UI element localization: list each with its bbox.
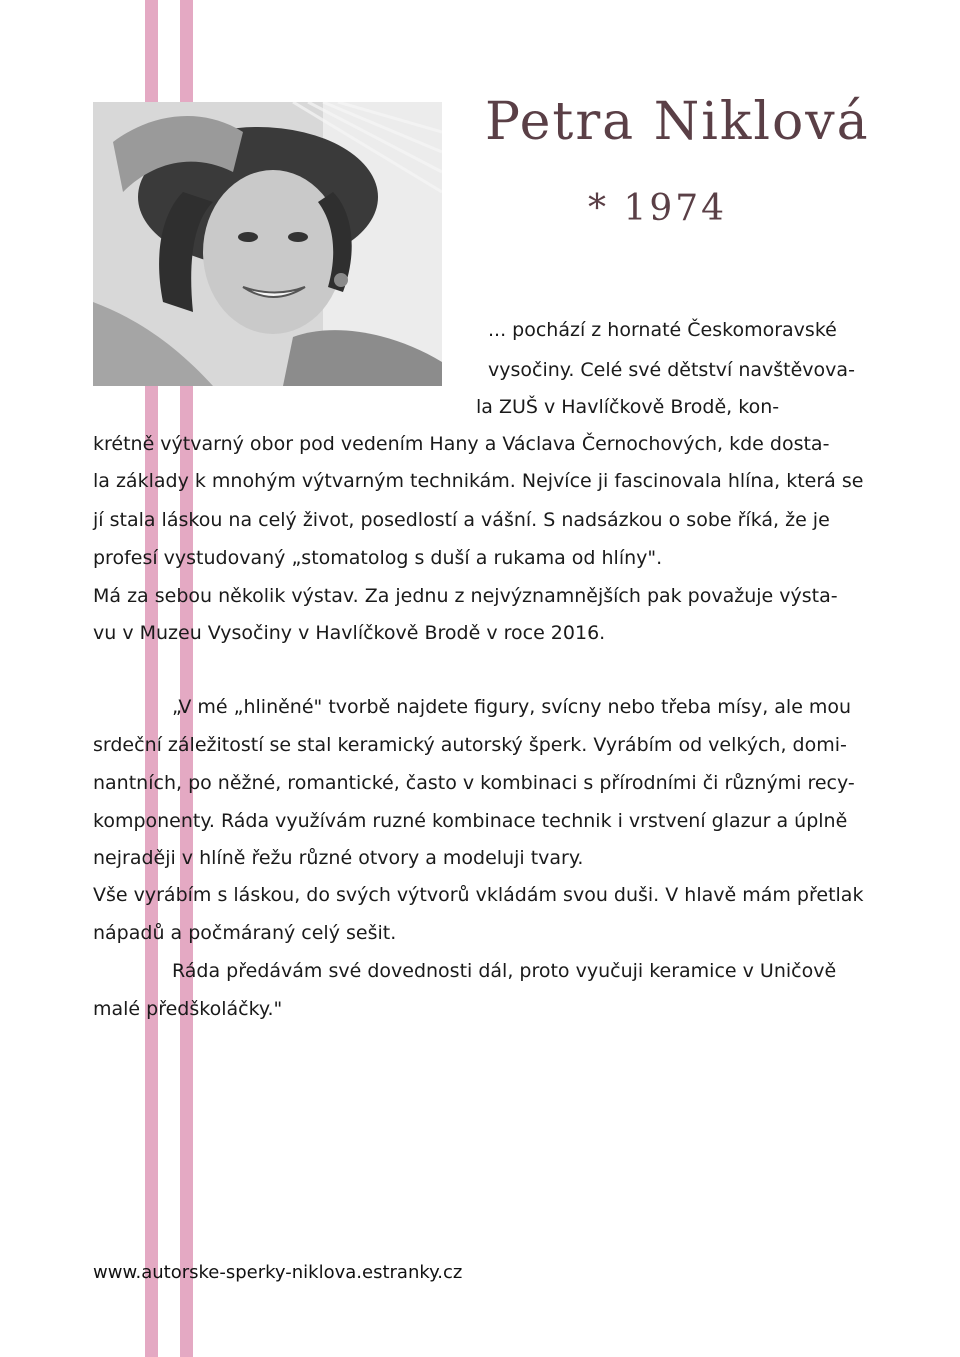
website-link[interactable]: www.autorske-sperky-niklova.estranky.cz bbox=[93, 1262, 463, 1283]
portrait-photo-icon bbox=[93, 102, 442, 386]
bio-line: ... pochází z hornaté Českomoravské bbox=[488, 319, 837, 341]
bio-line: krétně výtvarný obor pod vedením Hany a Václava Černochových, kde dosta- bbox=[93, 433, 830, 455]
person-name: Petra Niklová bbox=[485, 92, 870, 152]
bio-line: vu v Muzeu Vysočiny v Havlíčkově Brodě v roce 2016. bbox=[93, 622, 606, 644]
quote-line: komponenty. Ráda využívám ruzné kombinace technik i vrstvení glazur a úplně bbox=[93, 810, 848, 832]
bio-line: jí stala láskou na celý život, posedlostí a vášní. S nadsázkou o sobe říká, že je bbox=[93, 509, 830, 531]
portrait-photo bbox=[93, 102, 442, 386]
bio-line: la ZUŠ v Havlíčkově Brodě, kon- bbox=[476, 396, 780, 418]
bio-line: profesí vystudovaný „stomatolog s duší a rukama od hlíny". bbox=[93, 547, 663, 569]
quote-line: „V mé „hliněné" tvorbě najdete figury, svícny nebo třeba mísy, ale mou bbox=[172, 696, 852, 718]
birth-year: * 1974 bbox=[588, 188, 728, 229]
bio-line: Má za sebou několik výstav. Za jednu z nejvýznamnějších pak považuje výsta- bbox=[93, 585, 838, 607]
bio-line: vysočiny. Celé své dětství navštěvova- bbox=[488, 359, 855, 381]
quote-line: Ráda předávám své dovednosti dál, proto vyučuji keramice v Uničově bbox=[172, 960, 837, 982]
quote-line: malé předškoláčky." bbox=[93, 998, 283, 1020]
quote-line: nantních, po něžné, romantické, často v kombinaci s přírodními či různými recy- bbox=[93, 772, 855, 794]
quote-line: nejraději v hlíně řežu různé otvory a modeluji tvary. bbox=[93, 847, 584, 869]
quote-line: nápadů a počmáraný celý sešit. bbox=[93, 922, 397, 944]
bio-line: la základy k mnohým výtvarným technikám. Nejvíce ji fascinovala hlína, která se bbox=[93, 470, 864, 492]
quote-line: Vše vyrábím s láskou, do svých výtvorů vkládám svou duši. V hlavě mám přetlak bbox=[93, 884, 864, 906]
quote-line: srdeční záležitostí se stal keramický autorský šperk. Vyrábím od velkých, domi- bbox=[93, 734, 847, 756]
